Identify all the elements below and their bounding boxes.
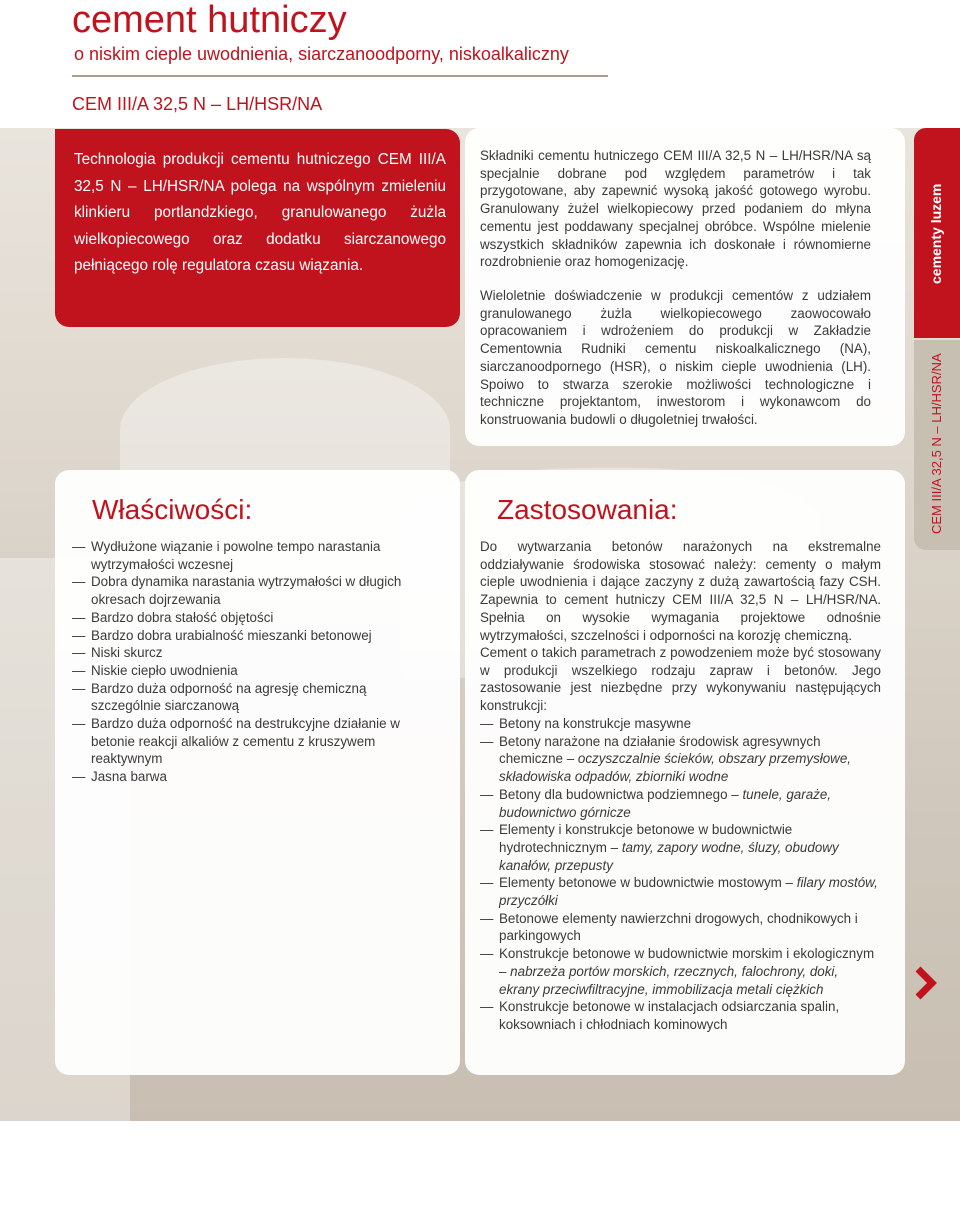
- application-text: Betony narażone na działanie środowisk agresywnych chemiczne –: [499, 733, 821, 767]
- dash-bullet: —: [480, 733, 494, 749]
- side-tab-product-code[interactable]: [914, 340, 960, 550]
- chevron-right-icon[interactable]: [912, 966, 938, 1000]
- application-text: Elementy betonowe w budownictwie mostowym –: [499, 875, 797, 891]
- property-item: [72, 644, 432, 662]
- application-text: Konstrukcje betonowe w instalacjach odsiarczania spalin, koksowniach i chłodniach kominowych: [499, 999, 840, 1032]
- property-text: Dobra dynamika narastania wytrzymałości w długich okresach dojrzewania: [91, 574, 402, 608]
- application-examples: tunele, garaże, budownictwo górnicze: [499, 786, 832, 820]
- application-text: Betony dla budownictwa podziemnego –: [499, 786, 743, 802]
- application-item: [480, 874, 881, 909]
- applications-paragraph-2: Cement o takich parametrach z powodzeniem może być stosowany w produkcji wszelkiego rodzaju zapraw i betonów. Jego zastosowanie jest niezbędne przy wykonywaniu następujących konstrukcji:: [480, 645, 881, 714]
- property-item: [72, 768, 432, 786]
- properties-heading: Właściwości:: [92, 494, 253, 525]
- application-text: Elementy i konstrukcje betonowe w budownictwie hydrotechnicznym –: [499, 822, 793, 855]
- intro-text: Technologia produkcji cementu hutniczego CEM III/A 32,5 N – LH/HSR/NA polega na wspólnym zmieleniu klinkieru portlandzkiego, granulowanego żużla wielkopiecowego oraz dodatku siarczanowego pełniącego rolę regulatora czasu wiązania.: [74, 151, 446, 274]
- dash-bullet: —: [72, 627, 86, 643]
- page-subtitle: o niskim cieple uwodnienia, siarczanoodporny, niskoalkaliczny: [74, 44, 569, 64]
- application-examples: tamy, zapory wodne, śluzy, obudowy kanałów, przepusty: [499, 839, 839, 873]
- dash-bullet: —: [72, 662, 86, 678]
- property-item: [72, 680, 432, 715]
- property-item: [72, 538, 432, 573]
- side-tab-bulk-cement-label: cementy luzem: [928, 183, 944, 284]
- composition-paragraph-2: Wieloletnie doświadczenie w produkcji cementów z udziałem granulowanego żużla wielkopiecowego zaowocowało opracowaniem i wdrożeniem do produkcji w Zakładzie Cementownia Rudniki cementu niskoalkalicznego (NA), siarczanoodpornego (HSR), o niskim cieple uwodnienia (LH). Spoiwo to stwarza szerokie możliwości technologiczne i techniczne projektantom, inwestorom i wykonawcom do konstruowania budowli o długoletniej trwałości.: [480, 288, 871, 427]
- application-examples: filary mostów, przyczółki: [499, 875, 878, 909]
- application-examples: nabrzeża portów morskich, rzecznych, falochrony, doki, ekrany przeciwfiltracyjne, immobilizacja metali ciężkich: [499, 963, 839, 997]
- application-item: [480, 945, 881, 998]
- dash-bullet: —: [480, 910, 494, 926]
- dash-bullet: —: [72, 716, 86, 732]
- dash-bullet: —: [72, 539, 86, 554]
- property-item: [72, 715, 432, 768]
- application-item: [480, 821, 881, 874]
- dash-bullet: —: [480, 946, 494, 962]
- dash-bullet: —: [480, 999, 494, 1015]
- dash-bullet: —: [72, 609, 86, 625]
- product-code: CEM III/A 32,5 N – LH/HSR/NA: [72, 94, 323, 114]
- dash-bullet: —: [480, 875, 494, 891]
- application-text: Betony na konstrukcje masywne: [499, 716, 692, 731]
- page-title: cement hutniczy: [72, 0, 347, 41]
- dash-bullet: —: [72, 680, 86, 696]
- property-text: Wydłużone wiązanie i powolne tempo narastania wytrzymałości wczesnej: [91, 539, 381, 572]
- dash-bullet: —: [72, 574, 86, 590]
- application-text: Betonowe elementy nawierzchni drogowych, chodnikowych i parkingowych: [499, 910, 858, 944]
- application-item: [480, 910, 881, 945]
- application-item: [480, 786, 881, 821]
- side-tab-bulk-cement[interactable]: [914, 128, 960, 338]
- dash-bullet: —: [480, 786, 494, 802]
- property-text: Niski skurcz: [91, 645, 163, 661]
- property-text: Niskie ciepło uwodnienia: [91, 662, 238, 678]
- application-text: Konstrukcje betonowe w budownictwie morskim i ekologicznym –: [499, 946, 875, 979]
- property-item: [72, 662, 432, 680]
- property-text: Bardzo duża odporność na destrukcyjne działanie w betonie reakcji alkaliów z cementu z kruszywem reaktywnym: [91, 716, 400, 767]
- applications-heading: Zastosowania:: [497, 494, 678, 525]
- dash-bullet: —: [72, 645, 86, 661]
- dash-bullet: —: [480, 716, 494, 731]
- application-examples: oczyszczalnie ścieków, obszary przemysłowe, składowiska odpadów, zbiorniki wodne: [499, 751, 852, 785]
- property-text: Jasna barwa: [91, 769, 167, 785]
- application-item: [480, 733, 881, 786]
- applications-paragraph-1: Do wytwarzania betonów narażonych na ekstremalne oddziaływanie środowiska stosować należy: cementy o małym cieple uwodnienia i dające zaczyny z dużą zawartością fazy CSH. Zapewnia to cement hutniczy CEM III/A 32,5 N – LH/HSR/NA. Spełnia on wysokie wymagania projektowe odnośnie wytrzymałości, szczelności i odporności na korozję chemiczną.: [480, 539, 881, 643]
- property-text: Bardzo dobra urabialność mieszanki betonowej: [91, 627, 372, 643]
- property-text: Bardzo duża odporność na agresję chemiczną szczególnie siarczanową: [91, 680, 367, 714]
- applications-list: [480, 715, 881, 1034]
- title-divider: [72, 75, 608, 77]
- dash-bullet: —: [480, 822, 494, 838]
- property-item: [72, 609, 432, 627]
- dash-bullet: —: [72, 769, 86, 785]
- application-item: [480, 715, 881, 733]
- property-item: [72, 627, 432, 645]
- properties-list: [72, 538, 432, 786]
- composition-paragraph-1: Składniki cementu hutniczego CEM III/A 32,5 N – LH/HSR/NA są specjalnie dobrane pod względem parametrów i tak przygotowane, aby zapewnić wysoką jakość gotowego wyrobu. Granulowany żużel wielkopiecowy przed podaniem do młyna cementu jest poddawany specjalnej obróbce. Wspólne mielenie wszystkich składników zapewnia ich doskonałe i równomierne rozdrobnienie oraz homogenizację.: [480, 148, 871, 270]
- application-item: [480, 998, 881, 1033]
- property-text: Bardzo dobra stałość objętości: [91, 609, 274, 625]
- property-item: [72, 573, 432, 608]
- side-tab-product-code-label: CEM III/A 32,5 N – LH/HSR/NA: [929, 353, 944, 534]
